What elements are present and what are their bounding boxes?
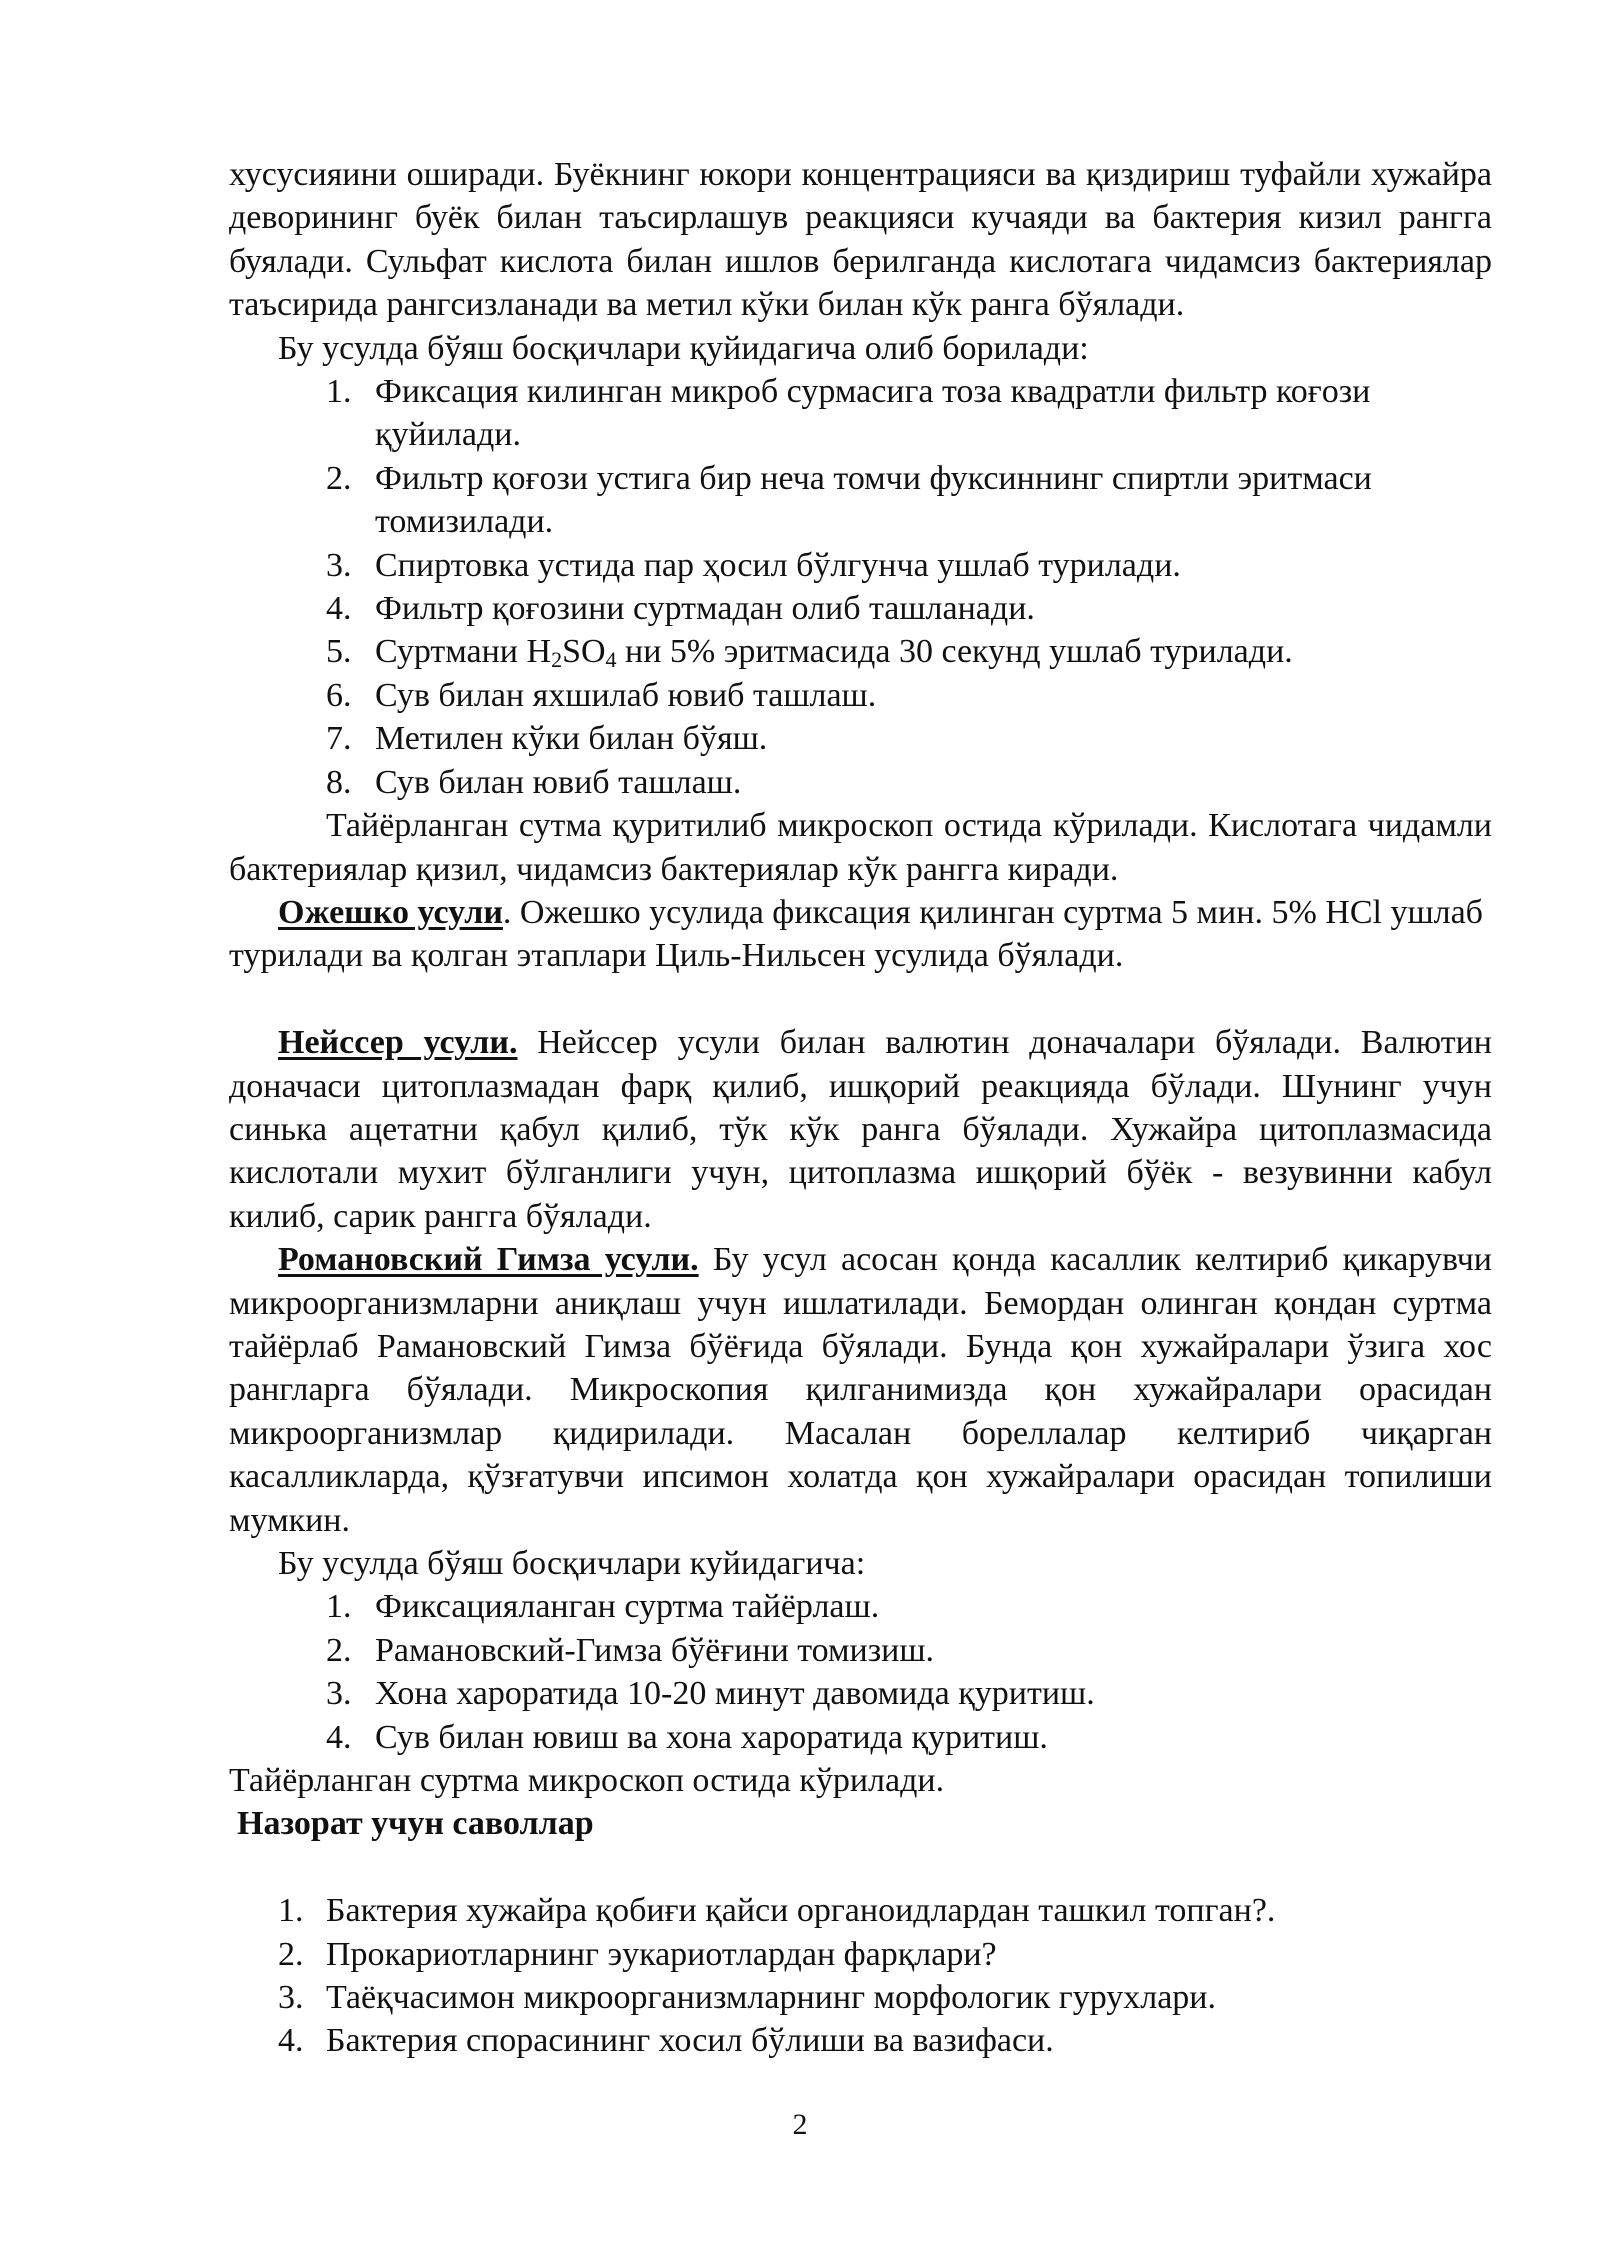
ozhesko-section: [229, 891, 1492, 978]
list-number: 5.: [326, 633, 352, 671]
paragraph-final: Тайёрланган суртма микроскоп остида кўрилади.: [229, 1762, 945, 1800]
list-text: Спиртовка устида пар ҳосил бўлгунча ушлаб турилади.: [375, 546, 1181, 584]
list-item: [229, 457, 1492, 544]
list-item: [229, 544, 1492, 587]
neisser-text: Нейссер усули билан валютин доначалари бўялади. Валютин доначаси цитоплазмадан фарқ қилиб, ишқорий реакцияда бўлади. Шунинг учун синька ацетатни қабул қилиб, тўк кўк ранга бўялади. Хужайра цитоплазмасида кислотали мухит бўлганлиги учун, цитоплазма ишқорий бўёк - везувинни кабул килиб, сарик рангга бўялади.: [229, 1024, 1492, 1235]
list-text-after: ни 5% эритмасида 30 секунд ушлаб турилади.: [616, 633, 1293, 671]
list-item: [229, 674, 1492, 717]
list-number: 1.: [326, 373, 352, 411]
list-item: [229, 370, 1492, 457]
questions-list: [229, 1889, 1492, 2063]
list-text: Рамановский-Гимза бўёғини томизиш.: [375, 1631, 935, 1669]
neisser-heading: Нейссер усули.: [278, 1024, 518, 1062]
subscript: 4: [605, 647, 617, 673]
list-item: [229, 717, 1492, 760]
blank-line: [229, 978, 1492, 1021]
list-number: 6.: [326, 676, 352, 714]
list-number: 7.: [326, 720, 352, 758]
list-item: [229, 630, 1492, 673]
list-number: 1.: [326, 1588, 352, 1626]
list-text: Бактерия спорасининг хосил бўлиши ва вазифаси.: [326, 2022, 1054, 2060]
list-text: Фильтр қоғози устига бир неча томчи фуксиннинг спиртли эритмаси томизилади.: [375, 459, 1372, 541]
list-text: Сув билан ювиб ташлаш.: [375, 763, 742, 801]
ozhesko-text: . Ожешко усулида фиксация қилинган суртма 5 мин. 5% HCl ушлаб турилади ва қолган этаплари Циль-Нильсен усулида бўялади.: [229, 893, 1483, 975]
list-number: 4.: [326, 1718, 352, 1756]
list-text-before: Суртмани Н: [375, 633, 552, 671]
list-number: 1.: [278, 1892, 304, 1930]
questions-heading: Назорат учун саволлар: [237, 1805, 594, 1843]
list-item: [229, 1889, 1492, 1932]
list-item: [229, 1933, 1492, 1976]
list-text: Метилен кўки билан бўяш.: [375, 720, 768, 758]
list-item: [229, 2019, 1492, 2062]
romanovsky-heading: Романовский Гимза усули.: [278, 1241, 699, 1279]
list-item: [229, 1976, 1492, 2019]
list-number: 2.: [278, 1935, 304, 1973]
ozhesko-heading: Ожешко усули: [278, 893, 503, 931]
romanovsky-section: [229, 1238, 1492, 1542]
list-number: 8.: [326, 763, 352, 801]
list-text: Прокариотларнинг эукариотлардан фарқлари?: [326, 1935, 997, 1973]
page-number: 2: [792, 2108, 808, 2141]
list-item: [229, 1585, 1492, 1628]
staining-steps-list: [229, 370, 1492, 804]
list-text: Фиксацияланган суртма тайёрлаш.: [375, 1588, 880, 1626]
list-item: [229, 587, 1492, 630]
paragraph-result: Тайёрланган сутма қуритилиб микроскоп остида кўрилади. Кислотага чидамли бактериялар қизил, чидамсиз бактериялар кўк рангга киради.: [229, 807, 1492, 888]
blank-line: [229, 1846, 1492, 1889]
neisser-section: [229, 1021, 1492, 1238]
list-number: 3.: [278, 1979, 304, 2017]
list-number: 4.: [278, 2022, 304, 2060]
list-number: 3.: [326, 1675, 352, 1713]
giemsa-steps-list: [229, 1585, 1492, 1759]
page-content: [229, 153, 1492, 2063]
list-number: 4.: [326, 590, 352, 628]
steps-intro: Бу усулда бўяш босқичлари қуйидагича олиб борилади:: [278, 329, 1089, 367]
list-number: 2.: [326, 459, 352, 497]
steps2-intro: Бу усулда бўяш босқичлари куйидагича:: [278, 1544, 866, 1582]
list-text: Хона хароратида 10-20 минут давомида қуритиш.: [375, 1675, 1095, 1713]
list-item: [229, 1716, 1492, 1759]
list-text-mid: SO: [562, 633, 606, 671]
list-text: Бактерия хужайра қобиғи қайси органоидлардан ташкил топган?.: [326, 1892, 1276, 1930]
list-item: [229, 1672, 1492, 1715]
list-text: Фиксация килинган микроб сурмасига тоза квадратли фильтр коғози қуйилади.: [375, 373, 1371, 454]
paragraph-intro: хусусияини оширади. Буёкнинг юкори концентрацияси ва қиздириш туфайли хужайра деворининг буёк билан таъсирлашув реакцияси кучаяди ва бактерия кизил рангга буялади. Сульфат кислота билан ишлов берилганда кислотага чидамсиз бактериялар таъсирида рангсизланади ва метил кўки билан кўк ранга бўялади.: [229, 156, 1492, 324]
subscript: 2: [551, 647, 563, 673]
list-number: 3.: [326, 546, 352, 584]
list-item: [229, 1629, 1492, 1672]
list-text: Таёқчасимон микроорганизмларнинг морфологик гурухлари.: [326, 1979, 1216, 2017]
list-number: 2.: [326, 1631, 352, 1669]
list-text: Фильтр қоғозини суртмадан олиб ташланади.: [375, 590, 1035, 628]
list-text: Сув билан ювиш ва хона хароратида қуритиш.: [375, 1718, 1048, 1756]
list-text: Сув билан яхшилаб ювиб ташлаш.: [375, 676, 877, 714]
romanovsky-text: Бу усул асосан қонда касаллик келтириб қикарувчи микроорганизмларни аниқлаш учун ишлатилади. Бемордан олинган қондан суртма тайёрлаб Рамановский Гимза бўёғида бўялади. Бунда қон хужайралари ўзига хос рангларга бўялади. Микроскопия қилганимизда қон хужайралари орасидан микроорганизмлар қидирилади. Масалан бореллалар келтириб чиқарган касалликларда, қўзғатувчи ипсимон холатда қон хужайралари орасидан топилиши мумкин.: [229, 1241, 1492, 1539]
list-item: [229, 761, 1492, 804]
